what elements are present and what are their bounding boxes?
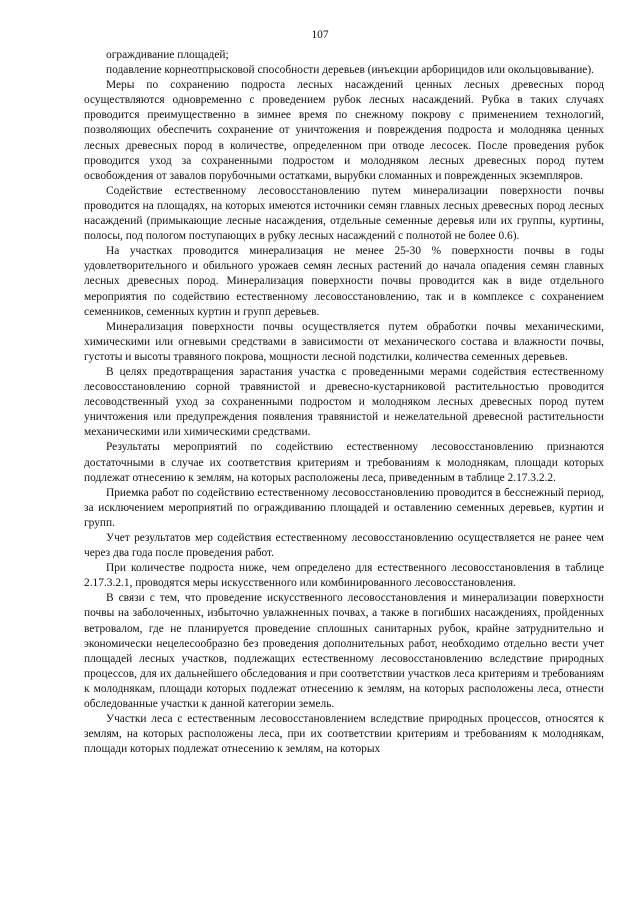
paragraph: ограждивание площадей; (106, 49, 229, 61)
paragraph: При количестве подроста ниже, чем определено для естественного лесовосстановления в таблице 2.17.3.2.1, проводятся меры искусственного или комбинированного лесовосстановления. (84, 562, 604, 590)
paragraph: В целях предотвращения зарастания участка с проведенными мерами содействия естественному лесовосстановлению сорной травянистой и древесно-кустарниковой растительностью проводится лесоводственный уход за сохраненными подростом и молодняком лесных древесных пород путем уничтожения или предупреждения появления травянистой и нежелательной древесной растительности механическими или химическими средствами. (84, 365, 604, 439)
paragraph: Результаты мероприятий по содействию естественному лесовосстановлению признаются достаточными в случае их соответствия критериям и требованиям к молоднякам, площади которых подлежат отнесению к землям, на которых расположены леса, приведенным в таблице 2.17.3.2.2. (84, 441, 604, 484)
paragraph: Участки леса с естественным лесовосстановлением вследствие природных процессов, относятся к землям, на которых расположены леса, при их соответствии критериям и требованиям к молоднякам, площади которых подлежат отнесению к землям, на которых (84, 713, 604, 756)
paragraph: Минерализация поверхности почвы осуществляется путем обработки почвы механическими, химическими или огневыми средствами в зависимости от механического состава и влажности почвы, густоты и высоты травяного покрова, мощности лесной подстилки, количества семенных деревьев. (84, 320, 604, 363)
paragraph: На участках проводится минерализация не менее 25-30 % поверхности почвы в годы удовлетворительного и обильного урожаев семян лесных растений до начала опадения семян главных лесных древесных пород. Минерализация поверхности почвы проводится как в виде отдельного мероприятия по содействию естественному лесовосстановлению, так и в комплексе с сохранением семенников, семенных куртин и групп деревьев. (84, 245, 604, 318)
paragraph: подавление корнеотпрысковой способности деревьев (инъекции арборицидов или окольцовывание). (106, 64, 595, 77)
paragraph: Приемка работ по содействию естественному лесовосстановлению проводится в бесснежный период, за исключением мероприятий по ограждиванию площадей и оставлению семенных деревьев, куртин и групп. (84, 486, 604, 529)
paragraph: Содействие естественному лесовосстановлению путем минерализации поверхности почвы проводится на площадях, на которых имеются источники семян главных лесных древесных пород лесных насаждений (примыкающие лесные насаждения, отдельные семенные деревья или их группы, куртины, полосы, под пологом поступающих в рубку лесных насаждений с полнотой не более 0.6). (84, 184, 604, 243)
paragraph: В связи с тем, что проведение искусственного лесовосстановления и минерализации поверхности почвы на заболоченных, избыточно увлажненных почвах, а также в погибших насаждениях, пройденных ветровалом, где не планируется проведение сплошных санитарных рубок, крайне затруднительно и экономически нецелесообразно без проведения дополнительных работ, необходимо отдельно вести учет площадей лесных участков, подлежащих естественному лесовосстановлению вследствие природных процессов, для их дальнейшего обследования и при соответствии участков леса критериям и требованиям к молоднякам, площади которых подлежат отнесению к землям, на которых расположены леса, отнести обследованные участки к данной категории земель. (84, 592, 604, 711)
paragraph: Учет результатов мер содействия естественному лесовосстановлению осуществляется не ранее чем через два года после проведения работ. (84, 532, 604, 560)
page-number: 107 (311, 29, 329, 41)
document-body (84, 48, 604, 757)
paragraph: Меры по сохранению подроста лесных насаждений ценных лесных древесных пород осуществляются одновременно с проведением рубок лесных насаждений. Рубка в таких случаях проводится преимущественно в зимнее время по снежному покрову с применением технологий, позволяющих обеспечить сохранение от уничтожения и повреждения подроста и молодняка ценных лесных древесных пород в количестве, определенном при отводе лесосек. После проведения рубок проводится уход за сохраненными подростом и молодняком лесных древесных пород путем освобождения от завалов порубочными остатками, вырубки сломанных и поврежденных экземпляров. (84, 79, 604, 182)
